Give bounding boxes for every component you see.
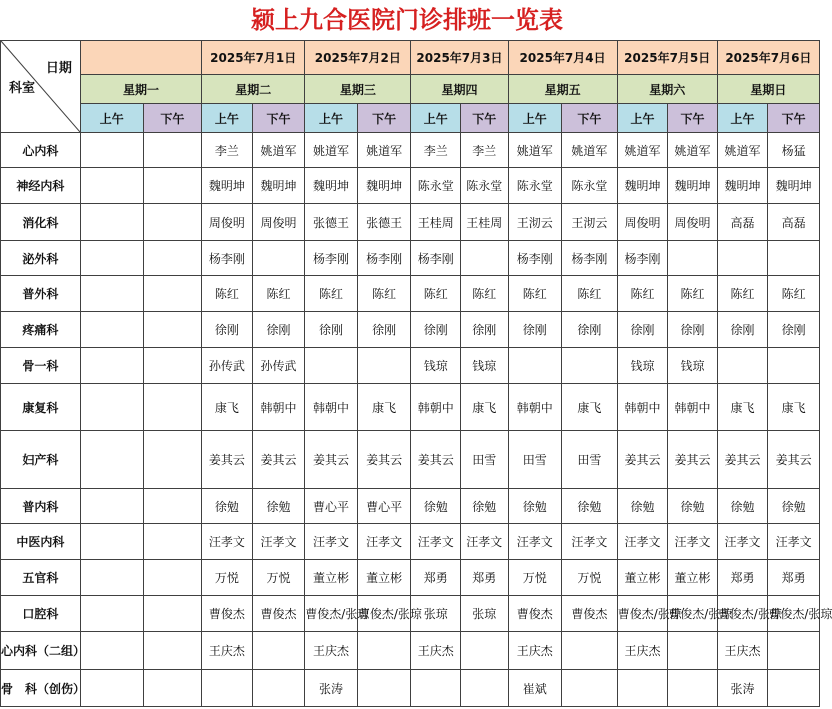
doctor-cell: 万悦 xyxy=(562,560,618,596)
department-name: 骨 科（创伤） xyxy=(1,670,81,707)
doctor-cell xyxy=(80,168,143,204)
doctor-cell: 张德王 xyxy=(357,204,411,241)
doctor-cell xyxy=(143,241,202,276)
doctor-cell: 李兰 xyxy=(411,133,461,168)
doctor-cell xyxy=(80,241,143,276)
doctor-cell xyxy=(460,632,508,670)
doctor-cell: 陈永堂 xyxy=(508,168,562,204)
date-header: 2025年7月6日 xyxy=(717,41,819,75)
doctor-cell: 徐刚 xyxy=(668,312,718,348)
doctor-cell: 陈红 xyxy=(357,276,411,312)
doctor-cell: 姚道军 xyxy=(668,133,718,168)
doctor-cell: 姜其云 xyxy=(305,431,358,489)
doctor-cell: 杨李刚 xyxy=(562,241,618,276)
doctor-cell xyxy=(143,348,202,384)
doctor-cell: 曹心平 xyxy=(305,489,358,524)
doctor-cell: 曹俊杰/张琼 xyxy=(305,596,358,632)
morning-header: 上午 xyxy=(717,104,768,133)
department-name: 五官科 xyxy=(1,560,81,596)
doctor-cell: 王桂周 xyxy=(460,204,508,241)
doctor-cell: 徐勉 xyxy=(717,489,768,524)
schedule-row xyxy=(1,524,820,560)
doctor-cell xyxy=(80,524,143,560)
morning-header: 上午 xyxy=(202,104,253,133)
doctor-cell: 董立彬 xyxy=(305,560,358,596)
doctor-cell xyxy=(143,312,202,348)
doctor-cell: 康飞 xyxy=(768,384,820,431)
doctor-cell xyxy=(80,312,143,348)
doctor-cell xyxy=(143,204,202,241)
doctor-cell: 田雪 xyxy=(508,431,562,489)
doctor-cell: 王庆杰 xyxy=(411,632,461,670)
doctor-cell xyxy=(252,632,305,670)
date-header: 2025年7月4日 xyxy=(508,41,617,75)
doctor-cell: 徐刚 xyxy=(305,312,358,348)
doctor-cell: 陈红 xyxy=(508,276,562,312)
doctor-cell xyxy=(80,204,143,241)
doctor-cell: 姜其云 xyxy=(357,431,411,489)
doctor-cell xyxy=(717,348,768,384)
department-name: 中医内科 xyxy=(1,524,81,560)
schedule-row xyxy=(1,632,820,670)
doctor-cell: 徐勉 xyxy=(768,489,820,524)
doctor-cell: 姚道军 xyxy=(357,133,411,168)
doctor-cell xyxy=(562,348,618,384)
doctor-cell xyxy=(143,133,202,168)
doctor-cell: 杨李刚 xyxy=(411,241,461,276)
doctor-cell: 李兰 xyxy=(460,133,508,168)
doctor-cell: 康飞 xyxy=(357,384,411,431)
doctor-cell: 汪孝文 xyxy=(252,524,305,560)
doctor-cell: 魏明坤 xyxy=(202,168,253,204)
doctor-cell: 陈红 xyxy=(305,276,358,312)
doctor-cell: 杨猛 xyxy=(768,133,820,168)
doctor-cell: 徐刚 xyxy=(717,312,768,348)
doctor-cell: 董立彬 xyxy=(668,560,718,596)
doctor-cell xyxy=(460,241,508,276)
doctor-cell: 曹俊杰 xyxy=(202,596,253,632)
doctor-cell: 汪孝文 xyxy=(668,524,718,560)
department-axis-label: 科室 xyxy=(9,81,36,96)
department-name: 神经内科 xyxy=(1,168,81,204)
doctor-cell: 汪孝文 xyxy=(305,524,358,560)
schedule-row xyxy=(1,168,820,204)
date-header: 2025年7月5日 xyxy=(617,41,717,75)
doctor-cell: 郑勇 xyxy=(460,560,508,596)
doctor-cell: 徐勉 xyxy=(562,489,618,524)
half-day-header-row xyxy=(1,104,820,133)
department-name: 泌外科 xyxy=(1,241,81,276)
morning-header: 上午 xyxy=(411,104,461,133)
doctor-cell: 姚道军 xyxy=(252,133,305,168)
doctor-cell: 张涛 xyxy=(305,670,358,707)
doctor-cell: 周俊明 xyxy=(668,204,718,241)
doctor-cell xyxy=(357,348,411,384)
doctor-cell: 康飞 xyxy=(460,384,508,431)
doctor-cell: 曹心平 xyxy=(357,489,411,524)
doctor-cell: 徐刚 xyxy=(768,312,820,348)
department-name: 骨一科 xyxy=(1,348,81,384)
doctor-cell xyxy=(617,670,668,707)
doctor-cell xyxy=(562,670,618,707)
department-name: 妇产科 xyxy=(1,431,81,489)
doctor-cell: 徐刚 xyxy=(202,312,253,348)
doctor-cell: 陈红 xyxy=(202,276,253,312)
doctor-cell: 姜其云 xyxy=(617,431,668,489)
doctor-cell: 张琼 xyxy=(411,596,461,632)
doctor-cell xyxy=(143,596,202,632)
afternoon-header: 下午 xyxy=(143,104,202,133)
department-name: 心内科（二组） xyxy=(1,632,81,670)
doctor-cell: 姚道军 xyxy=(717,133,768,168)
doctor-cell: 田雪 xyxy=(460,431,508,489)
doctor-cell: 姚道军 xyxy=(562,133,618,168)
schedule-row xyxy=(1,276,820,312)
doctor-cell: 汪孝文 xyxy=(202,524,253,560)
doctor-cell: 钱琼 xyxy=(668,348,718,384)
doctor-cell: 魏明坤 xyxy=(768,168,820,204)
doctor-cell: 康飞 xyxy=(202,384,253,431)
doctor-cell: 韩朝中 xyxy=(305,384,358,431)
doctor-cell xyxy=(668,670,718,707)
schedule-row xyxy=(1,348,820,384)
doctor-cell: 韩朝中 xyxy=(252,384,305,431)
doctor-cell: 周俊明 xyxy=(202,204,253,241)
doctor-cell xyxy=(768,670,820,707)
doctor-cell xyxy=(80,560,143,596)
doctor-cell: 曹俊杰 xyxy=(562,596,618,632)
doctor-cell: 王庆杰 xyxy=(617,632,668,670)
doctor-cell: 魏明坤 xyxy=(617,168,668,204)
doctor-cell: 康飞 xyxy=(717,384,768,431)
weekday-header: 星期二 xyxy=(202,75,305,104)
doctor-cell xyxy=(411,670,461,707)
doctor-cell xyxy=(80,489,143,524)
doctor-cell: 韩朝中 xyxy=(668,384,718,431)
doctor-cell: 魏明坤 xyxy=(668,168,718,204)
morning-header: 上午 xyxy=(80,104,143,133)
morning-header: 上午 xyxy=(617,104,668,133)
department-name: 康复科 xyxy=(1,384,81,431)
doctor-cell: 陈红 xyxy=(617,276,668,312)
doctor-cell: 曹俊杰 xyxy=(252,596,305,632)
doctor-cell: 徐刚 xyxy=(562,312,618,348)
schedule-row xyxy=(1,596,820,632)
schedule-row xyxy=(1,489,820,524)
doctor-cell: 高磊 xyxy=(717,204,768,241)
schedule-table xyxy=(0,40,832,707)
doctor-cell xyxy=(80,384,143,431)
doctor-cell xyxy=(80,431,143,489)
doctor-cell: 韩朝中 xyxy=(411,384,461,431)
doctor-cell xyxy=(202,670,253,707)
doctor-cell: 陈红 xyxy=(768,276,820,312)
doctor-cell: 汪孝文 xyxy=(768,524,820,560)
doctor-cell xyxy=(357,670,411,707)
doctor-cell xyxy=(668,241,718,276)
department-name: 心内科 xyxy=(1,133,81,168)
doctor-cell: 崔斌 xyxy=(508,670,562,707)
doctor-cell: 王庆杰 xyxy=(717,632,768,670)
weekday-header-row xyxy=(1,75,820,104)
weekday-header: 星期三 xyxy=(305,75,411,104)
doctor-cell: 韩朝中 xyxy=(617,384,668,431)
doctor-cell: 杨李刚 xyxy=(508,241,562,276)
department-name: 普内科 xyxy=(1,489,81,524)
doctor-cell: 徐刚 xyxy=(252,312,305,348)
doctor-cell: 万悦 xyxy=(252,560,305,596)
weekday-header: 星期六 xyxy=(617,75,717,104)
doctor-cell: 姚道军 xyxy=(617,133,668,168)
afternoon-header: 下午 xyxy=(357,104,411,133)
doctor-cell: 姚道军 xyxy=(305,133,358,168)
doctor-cell: 徐勉 xyxy=(202,489,253,524)
doctor-cell: 徐勉 xyxy=(668,489,718,524)
doctor-cell xyxy=(357,632,411,670)
department-name: 消化科 xyxy=(1,204,81,241)
doctor-cell: 高磊 xyxy=(768,204,820,241)
doctor-cell xyxy=(143,670,202,707)
doctor-cell xyxy=(768,241,820,276)
doctor-cell xyxy=(305,348,358,384)
schedule-row xyxy=(1,204,820,241)
morning-header: 上午 xyxy=(508,104,562,133)
afternoon-header: 下午 xyxy=(460,104,508,133)
date-header xyxy=(80,41,201,75)
doctor-cell: 郑勇 xyxy=(717,560,768,596)
morning-header: 上午 xyxy=(305,104,358,133)
doctor-cell: 汪孝文 xyxy=(411,524,461,560)
afternoon-header: 下午 xyxy=(668,104,718,133)
doctor-cell: 王庆杰 xyxy=(508,632,562,670)
doctor-cell: 徐勉 xyxy=(508,489,562,524)
doctor-cell: 韩朝中 xyxy=(508,384,562,431)
doctor-cell: 钱琼 xyxy=(617,348,668,384)
doctor-cell xyxy=(252,241,305,276)
department-name: 疼痛科 xyxy=(1,312,81,348)
doctor-cell: 董立彬 xyxy=(617,560,668,596)
doctor-cell: 姜其云 xyxy=(717,431,768,489)
doctor-cell: 徐刚 xyxy=(617,312,668,348)
page-title: 颍上九合医院门诊排班一览表 xyxy=(251,5,563,34)
doctor-cell xyxy=(460,670,508,707)
doctor-cell: 康飞 xyxy=(562,384,618,431)
doctor-cell xyxy=(143,560,202,596)
doctor-cell: 曹俊杰 xyxy=(508,596,562,632)
doctor-cell: 周俊明 xyxy=(252,204,305,241)
doctor-cell: 徐勉 xyxy=(617,489,668,524)
doctor-cell xyxy=(562,632,618,670)
doctor-cell: 曹俊杰/张琼 xyxy=(768,596,820,632)
doctor-cell: 徐刚 xyxy=(508,312,562,348)
doctor-cell: 曹俊杰/张琼 xyxy=(717,596,768,632)
doctor-cell: 陈红 xyxy=(411,276,461,312)
doctor-cell: 魏明坤 xyxy=(717,168,768,204)
corner-header xyxy=(1,41,81,133)
doctor-cell: 姜其云 xyxy=(768,431,820,489)
doctor-cell: 陈永堂 xyxy=(460,168,508,204)
doctor-cell: 姜其云 xyxy=(202,431,253,489)
doctor-cell: 杨李刚 xyxy=(357,241,411,276)
doctor-cell: 张琼 xyxy=(460,596,508,632)
doctor-cell: 杨李刚 xyxy=(617,241,668,276)
weekday-header: 星期日 xyxy=(717,75,819,104)
doctor-cell: 孙传武 xyxy=(252,348,305,384)
doctor-cell xyxy=(143,431,202,489)
doctor-cell xyxy=(80,596,143,632)
schedule-row xyxy=(1,670,820,707)
doctor-cell: 魏明坤 xyxy=(305,168,358,204)
doctor-cell xyxy=(80,276,143,312)
weekday-header: 星期四 xyxy=(411,75,508,104)
schedule-row xyxy=(1,241,820,276)
weekday-header: 星期一 xyxy=(80,75,201,104)
doctor-cell: 王沏云 xyxy=(562,204,618,241)
doctor-cell xyxy=(80,133,143,168)
doctor-cell xyxy=(143,384,202,431)
doctor-cell: 张涛 xyxy=(717,670,768,707)
date-header: 2025年7月1日 xyxy=(202,41,305,75)
date-header: 2025年7月2日 xyxy=(305,41,411,75)
schedule-row xyxy=(1,133,820,168)
doctor-cell xyxy=(508,348,562,384)
doctor-cell xyxy=(768,632,820,670)
doctor-cell xyxy=(668,632,718,670)
doctor-cell xyxy=(252,670,305,707)
doctor-cell: 张德王 xyxy=(305,204,358,241)
schedule-row xyxy=(1,384,820,431)
doctor-cell xyxy=(143,168,202,204)
doctor-cell: 汪孝文 xyxy=(617,524,668,560)
doctor-cell: 徐勉 xyxy=(460,489,508,524)
doctor-cell: 徐刚 xyxy=(460,312,508,348)
doctor-cell: 曹俊杰/张琼 xyxy=(668,596,718,632)
afternoon-header: 下午 xyxy=(252,104,305,133)
doctor-cell: 杨李刚 xyxy=(202,241,253,276)
doctor-cell: 曹俊杰/张琼 xyxy=(357,596,411,632)
doctor-cell: 郑勇 xyxy=(768,560,820,596)
date-header: 2025年7月3日 xyxy=(411,41,508,75)
doctor-cell: 姚道军 xyxy=(508,133,562,168)
afternoon-header: 下午 xyxy=(562,104,618,133)
doctor-cell: 魏明坤 xyxy=(252,168,305,204)
doctor-cell: 姜其云 xyxy=(411,431,461,489)
doctor-cell: 汪孝文 xyxy=(460,524,508,560)
doctor-cell: 李兰 xyxy=(202,133,253,168)
doctor-cell: 陈永堂 xyxy=(411,168,461,204)
doctor-cell: 魏明坤 xyxy=(357,168,411,204)
date-axis-label: 日期 xyxy=(45,61,72,76)
department-name: 普外科 xyxy=(1,276,81,312)
doctor-cell: 陈红 xyxy=(562,276,618,312)
doctor-cell: 陈红 xyxy=(717,276,768,312)
doctor-cell xyxy=(80,348,143,384)
doctor-cell: 钱琼 xyxy=(411,348,461,384)
schedule-row xyxy=(1,560,820,596)
doctor-cell: 王沏云 xyxy=(508,204,562,241)
date-header-row xyxy=(1,41,820,75)
doctor-cell: 万悦 xyxy=(202,560,253,596)
doctor-cell: 王庆杰 xyxy=(202,632,253,670)
doctor-cell: 孙传武 xyxy=(202,348,253,384)
doctor-cell xyxy=(143,524,202,560)
doctor-cell: 徐勉 xyxy=(411,489,461,524)
doctor-cell xyxy=(143,276,202,312)
doctor-cell: 徐刚 xyxy=(411,312,461,348)
doctor-cell: 杨李刚 xyxy=(305,241,358,276)
doctor-cell: 田雪 xyxy=(562,431,618,489)
weekday-header: 星期五 xyxy=(508,75,617,104)
doctor-cell: 陈红 xyxy=(668,276,718,312)
doctor-cell: 姜其云 xyxy=(252,431,305,489)
doctor-cell xyxy=(143,632,202,670)
afternoon-header: 下午 xyxy=(768,104,820,133)
doctor-cell: 陈永堂 xyxy=(562,168,618,204)
doctor-cell: 姜其云 xyxy=(668,431,718,489)
doctor-cell xyxy=(143,489,202,524)
doctor-cell: 曹俊杰/张琼 xyxy=(617,596,668,632)
doctor-cell xyxy=(717,241,768,276)
doctor-cell: 陈红 xyxy=(460,276,508,312)
doctor-cell: 万悦 xyxy=(508,560,562,596)
schedule-row xyxy=(1,312,820,348)
doctor-cell xyxy=(768,348,820,384)
doctor-cell xyxy=(80,632,143,670)
doctor-cell: 钱琼 xyxy=(460,348,508,384)
doctor-cell: 汪孝文 xyxy=(562,524,618,560)
doctor-cell: 王桂周 xyxy=(411,204,461,241)
schedule-row xyxy=(1,431,820,489)
doctor-cell xyxy=(80,670,143,707)
doctor-cell: 陈红 xyxy=(252,276,305,312)
doctor-cell: 汪孝文 xyxy=(357,524,411,560)
doctor-cell: 徐刚 xyxy=(357,312,411,348)
doctor-cell: 徐勉 xyxy=(252,489,305,524)
doctor-cell: 汪孝文 xyxy=(508,524,562,560)
department-name: 口腔科 xyxy=(1,596,81,632)
doctor-cell: 汪孝文 xyxy=(717,524,768,560)
doctor-cell: 周俊明 xyxy=(617,204,668,241)
doctor-cell: 郑勇 xyxy=(411,560,461,596)
doctor-cell: 董立彬 xyxy=(357,560,411,596)
doctor-cell: 王庆杰 xyxy=(305,632,358,670)
